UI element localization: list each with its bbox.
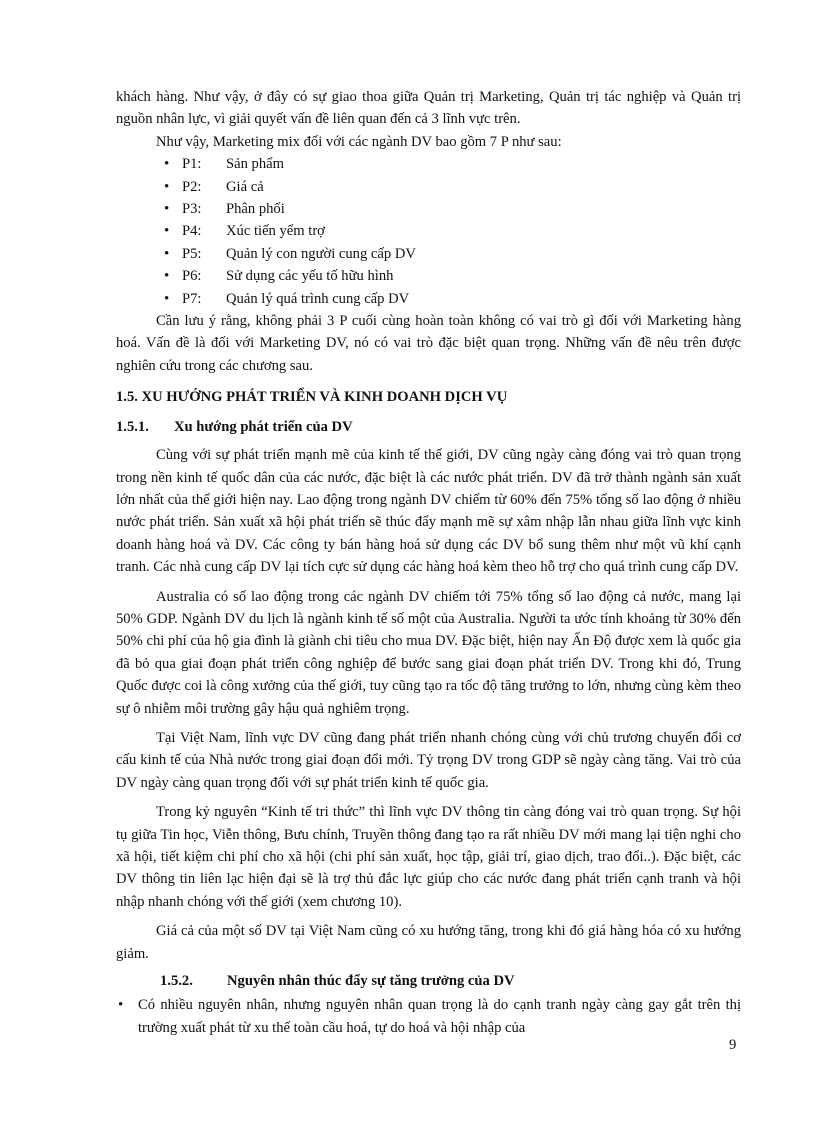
bullet-icon: • xyxy=(164,156,170,173)
paragraph-note: Cần lưu ý rằng, không phải 3 P cuối cùng hoàn toàn không có vai trò gì đối với Marketing hàng hoá. Vấn đề là đối với Marketing DV, nó có vai trò đặc biệt quan trọng. Những vấn đề nêu trên được nghiên cứu trong các chương sau. xyxy=(116,312,741,374)
paragraph-australia: Australia có số lao động trong các ngành DV chiếm tới 75% tổng số lao động cả nước, mang lại 50% GDP. Ngành DV du lịch là ngành kinh tế số một của Australia. Người ta ước tính khoảng từ 30% đến 50% chi phí của hộ gia đình là giành chi tiêu cho mua DV. Đặc biệt, hiện nay Ấn Độ được xem là quốc gia đã bỏ qua giai đoạn phát triển công nghiệp để bước sang giai đoạn phát triển DV. Trong khi đó, Trung Quốc được coi là công xưởng của thế giới, tuy cũng tạo ra tốc độ tăng trưởng to lớn, nhưng cùng kèm theo sự ô nhiễm môi trường gây hậu quả nghiêm trọng. xyxy=(116,588,741,717)
bullet-paragraph xyxy=(116,994,741,1039)
paragraph-vietnam: Tại Việt Nam, lĩnh vực DV cũng đang phát triển nhanh chóng cùng với chủ trương chuyển đổi cơ cấu kinh tế của Nhà nước trong giai đoạn đổi mới. Tỷ trọng DV trong GDP sẽ ngày càng tăng. Vai trò của DV ngày càng quan trọng đối với sự phát triển kinh tế quốc gia. xyxy=(116,730,741,791)
list-item-text: Sản phẩm xyxy=(226,156,284,173)
list-item-code: P7: xyxy=(182,290,202,307)
paragraph-prices: Giá cả của một số DV tại Việt Nam cũng có xu hướng tăng, trong khi đó giá hàng hóa có xu hướng giảm. xyxy=(116,923,741,962)
list-item-code: P1: xyxy=(182,156,202,173)
document-page xyxy=(116,86,741,1039)
list-item xyxy=(164,220,741,242)
subsection-heading-1-5-2 xyxy=(160,970,741,992)
bullet-icon: • xyxy=(118,997,124,1014)
subsection-heading-1-5-1 xyxy=(116,416,741,438)
list-item-code: P5: xyxy=(182,245,202,262)
list-item-code: P3: xyxy=(182,201,202,217)
list-item-text: Sử dụng các yếu tố hữu hình xyxy=(226,268,394,285)
list-item xyxy=(164,243,741,265)
list-item-code: P4: xyxy=(182,223,202,240)
list-item-text: Quản lý quá trình cung cấp DV xyxy=(226,290,410,307)
bullet-icon: • xyxy=(164,268,170,285)
list-item-text: Quản lý con người cung cấp DV xyxy=(226,245,416,262)
list-item-text: Phân phối xyxy=(226,201,285,217)
list-item-code: P6: xyxy=(182,268,202,285)
paragraph-marketing-mix-intro: Như vậy, Marketing mix đối với các ngành DV bao gồm 7 P như sau: xyxy=(156,133,562,150)
list-item-code: P2: xyxy=(182,178,202,195)
list-item xyxy=(164,265,741,287)
paragraph-trend: Cùng với sự phát triển mạnh mẽ của kinh tế thế giới, DV cũng ngày càng đóng vai trò quan trọng trong nền kinh tế quốc dân của các nước, đặc biệt là các nước phát triển. DV đã trở thành ngành sản xuất lớn nhất của thế giới hiện nay. Lao động trong ngành DV chiếm từ 60% đến 75% tổng số lao động ở nhiều nước phát triển. Sản xuất xã hội phát triển sẽ thúc đẩy mạnh mẽ sự xâm nhập lẫn nhau giữa lĩnh vực kinh doanh hàng hoá và DV. Các công ty bán hàng hoá sử dụng các DV bổ sung thêm như một vũ khí cạnh tranh. Các nhà cung cấp DV lại tích cực sử dụng các hàng hoá kèm theo hỗ trợ cho quá trình cung cấp DV. xyxy=(116,447,741,576)
bullet-icon: • xyxy=(164,178,170,195)
subsection-number: 1.5.1. xyxy=(116,419,149,436)
list-item xyxy=(164,153,741,175)
subsection-title: Nguyên nhân thúc đẩy sự tăng trưởng của DV xyxy=(227,973,515,990)
subsection-title: Xu hướng phát triển của DV xyxy=(174,419,353,436)
section-heading-1-5: 1.5. XU HƯỚNG PHÁT TRIỂN VÀ KINH DOANH DỊCH VỤ xyxy=(116,389,508,406)
bullet-icon: • xyxy=(164,290,170,307)
page-number: 9 xyxy=(729,1037,737,1053)
paragraph-knowledge-economy: Trong kỷ nguyên “Kinh tế tri thức” thì lĩnh vực DV thông tin càng đóng vai trò quan trọng. Sự hội tụ giữa Tin học, Viễn thông, Bưu chính, Truyền thông đang tạo ra rất nhiều DV mới mang lại tiện nghi cho xã hội, tiết kiệm chi phí cho xã hội (chi phí sản xuất, học tập, giải trí, giao dịch, trao đổi..). Đặc biệt, các DV thông tin liên lạc hiện đại sẽ là trợ thủ đắc lực giúp cho các nước đang phát triển cạnh tranh và hội nhập nhanh chóng với thế giới (xem chương 10). xyxy=(116,804,741,910)
bullet-icon: • xyxy=(164,223,170,240)
list-item xyxy=(164,198,741,220)
list-item xyxy=(164,288,741,310)
subsection-number: 1.5.2. xyxy=(160,973,193,990)
paragraph-causes: Có nhiều nguyên nhân, nhưng nguyên nhân quan trọng là do cạnh tranh ngày càng gay gắt trên thị trường xuất phát từ xu thế toàn cầu hoá, tự do hoá và hội nhập của xyxy=(138,997,741,1036)
marketing-mix-list xyxy=(116,153,741,310)
list-item xyxy=(164,176,741,198)
paragraph-continued: khách hàng. Như vậy, ở đây có sự giao thoa giữa Quản trị Marketing, Quản trị tác nghiệp và Quản trị nguồn nhân lực, vì giải quyết vấn đề liên quan đến cả 3 lĩnh vực trên. xyxy=(116,89,741,128)
bullet-icon: • xyxy=(164,245,170,262)
bullet-icon: • xyxy=(164,201,170,217)
list-item-text: Xúc tiến yểm trợ xyxy=(226,223,325,240)
list-item-text: Giá cả xyxy=(226,178,264,195)
